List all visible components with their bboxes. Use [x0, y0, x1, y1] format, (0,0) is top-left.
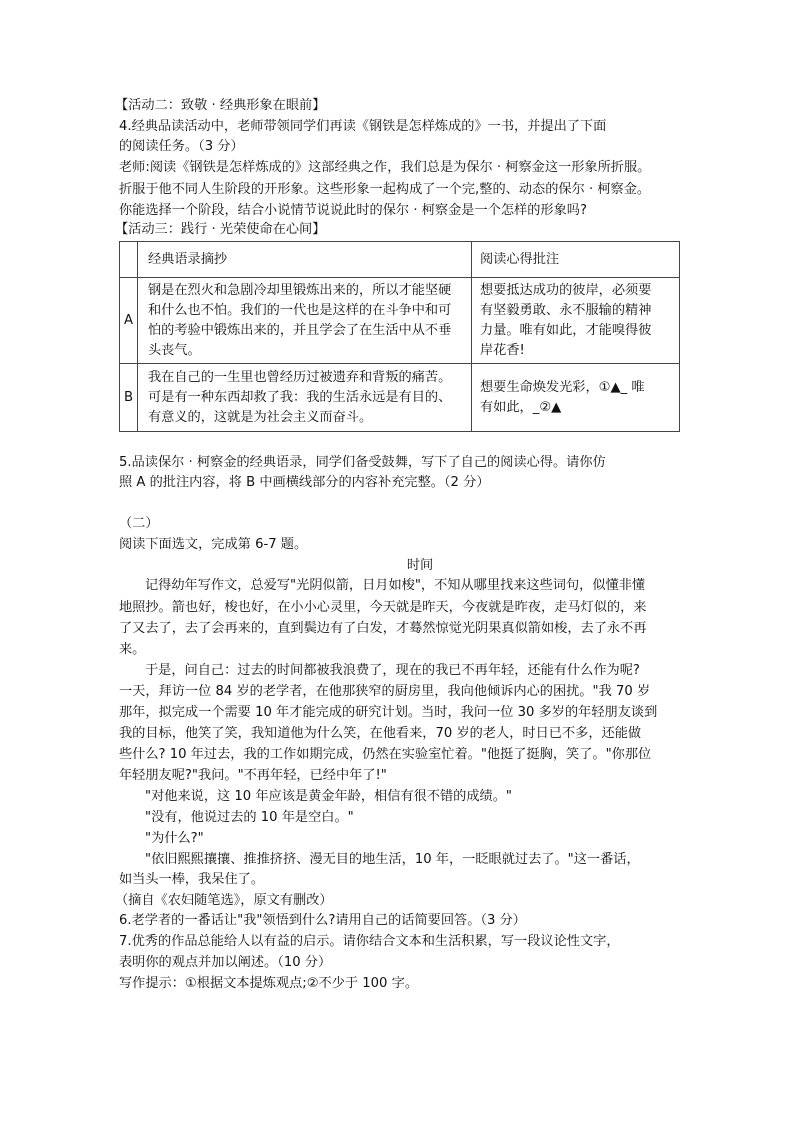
section-label: （二）	[119, 516, 159, 531]
table-row-a	[120, 278, 680, 364]
row-a-quote-line: 钢是在烈火和急剧冷却里锻炼出来的，所以才能坚硬	[148, 282, 452, 298]
passage-paragraph: 些什么? 10 年过去，我的工作如期完成，仍然在实验室忙着。"他挺了挺胸，笑了。"你那位	[119, 747, 652, 762]
row-a-note	[472, 278, 680, 364]
passage-paragraph: 记得幼年写作文，总爱写"光阴似箭，日月如梭"，不知从哪里找来这些词句，似懂非懂	[145, 578, 646, 593]
writing-hint: 写作提示：①根据文本提炼观点;②不少于 100 字。	[119, 976, 419, 991]
teacher-prompt-line3: 你能选择一个阶段，结合小说情节说说此时的保尔 · 柯察金是一个怎样的形象吗?	[119, 203, 587, 218]
activity2-heading: 【活动二：致敬 · 经典形象在眼前】	[115, 98, 326, 113]
question6: 6.老学者的一番话让"我"领悟到什么?请用自己的话简要回答。（3 分）	[119, 913, 526, 928]
dialog-line: "为什么?"	[145, 831, 204, 846]
table-row-b	[120, 364, 680, 432]
passage-paragraph: 一天，拜访一位 84 岁的老学者，在他那狭窄的厨房里，我向他倾诉内心的困扰。"我 70 岁	[119, 684, 651, 699]
row-a-note-line: 有坚毅勇敢、永不服输的精神	[480, 302, 652, 318]
passage-paragraph: 了又去了，去了会再来的，直到鬓边有了白发，才蓦然惊觉光阴果真似箭如梭，去了永不再	[119, 621, 647, 636]
row-b-quote-line: 有意义的，这就是为社会主义而奋斗。	[148, 409, 373, 425]
dialog-line: "依旧熙熙攘攘、推推挤挤、漫无目的地生活，10 年，一眨眼就过去了。"这一番话，	[145, 852, 640, 867]
row-a-quote-line: 和什么也不怕。我们的一代也是这样的在斗争中和可	[148, 302, 452, 318]
header-note: 阅读心得批注	[472, 242, 680, 278]
row-a-note-line: 想要抵达成功的彼岸，必须要	[480, 282, 652, 298]
teacher-prompt-line2: 折服于他不同人生阶段的开形象。这些形象一起构成了一个完,整的、动态的保尔 · 柯察金。	[119, 182, 651, 197]
quote-annotation-table	[119, 241, 680, 432]
question5-line2: 照 A 的批注内容，将 B 中画横线部分的内容补充完整。（2 分）	[119, 475, 490, 490]
row-a-label: A	[120, 278, 138, 364]
dialog-line: 如当头一棒，我呆住了。	[119, 872, 265, 887]
table-header-row	[120, 242, 680, 278]
passage-title: 时间	[406, 558, 434, 573]
dialog-line: "没有，他说过去的 10 年是空白。"	[145, 810, 354, 825]
row-a-note-line: 力量。唯有如此，才能嗅得彼	[480, 322, 652, 338]
question4-line2: 的阅读任务。（3 分）	[119, 139, 244, 154]
row-b-note	[472, 364, 680, 432]
header-quote: 经典语录摘抄	[138, 242, 472, 278]
passage-paragraph: 于是，问自己：过去的时间都被我浪费了，现在的我已不再年轻，还能有什么作为呢?	[145, 663, 640, 678]
question4-line1: 4.经典品读活动中，老师带领同学们再读《钢铁是怎样炼成的》一书，并提出了下面	[119, 119, 607, 134]
row-b-quote-line: 可是有一种东西却救了我：我的生活永远是有目的、	[148, 389, 452, 405]
row-a-quote	[138, 278, 472, 364]
row-a-quote-line: 头丧气。	[148, 342, 201, 358]
activity3-heading: 【活动三：践行 · 光荣使命在心间】	[115, 222, 326, 237]
row-a-quote-line: 怕的考验中锻炼出来的，并且学会了在生活中从不垂	[148, 322, 452, 338]
question7-line2: 表明你的观点并加以阐述。（10 分）	[119, 955, 332, 970]
question7-line1: 7.优秀的作品总能给人以有益的启示。请你结合文本和生活积累，写一段议论性文字，	[119, 934, 620, 949]
row-b-note-line: 有如此，_②▲	[480, 399, 562, 415]
passage-paragraph: 来。	[119, 642, 146, 657]
row-b-label: B	[120, 364, 138, 432]
section-intro: 阅读下面选文，完成第 6-7 题。	[119, 537, 308, 552]
passage-paragraph: 我的目标，他笑了笑，我知道他为什么笑，在他看来，70 岁的老人，时日已不多，还能做	[119, 726, 642, 741]
row-b-quote	[138, 364, 472, 432]
passage-paragraph: 那年，拟完成一个需要 10 年才能完成的研究计划。当时，我问一位 30 多岁的年轻朋友谈到	[119, 705, 658, 720]
passage-source: （摘自《农妇随笔选》，原文有删改）	[115, 893, 333, 908]
row-b-quote-line: 我在自己的一生里也曾经历过被遗弃和背叛的痛苦。	[148, 369, 452, 385]
row-b-note-line: 想要生命焕发光彩，①▲_ 唯	[480, 379, 645, 395]
teacher-prompt-line1: 老师:阅读《钢铁是怎样炼成的》这部经典之作，我们总是为保尔 · 柯察金这一形象所折服。	[119, 160, 651, 175]
passage-paragraph: 年轻朋友呢?"我问。"不再年轻，已经中年了!"	[119, 768, 387, 783]
table-corner-cell	[120, 242, 138, 278]
row-a-note-line: 岸花香!	[480, 342, 525, 358]
passage-paragraph: 地照抄。箭也好，梭也好，在小小心灵里，今天就是昨天，今夜就是昨夜，走马灯似的，来	[119, 600, 647, 615]
question5-line1: 5.品读保尔 · 柯察金的经典语录，同学们备受鼓舞，写下了自己的阅读心得。请你仿	[119, 455, 606, 470]
dialog-line: "对他来说，这 10 年应该是黄金年龄，相信有很不错的成绩。"	[145, 789, 512, 804]
